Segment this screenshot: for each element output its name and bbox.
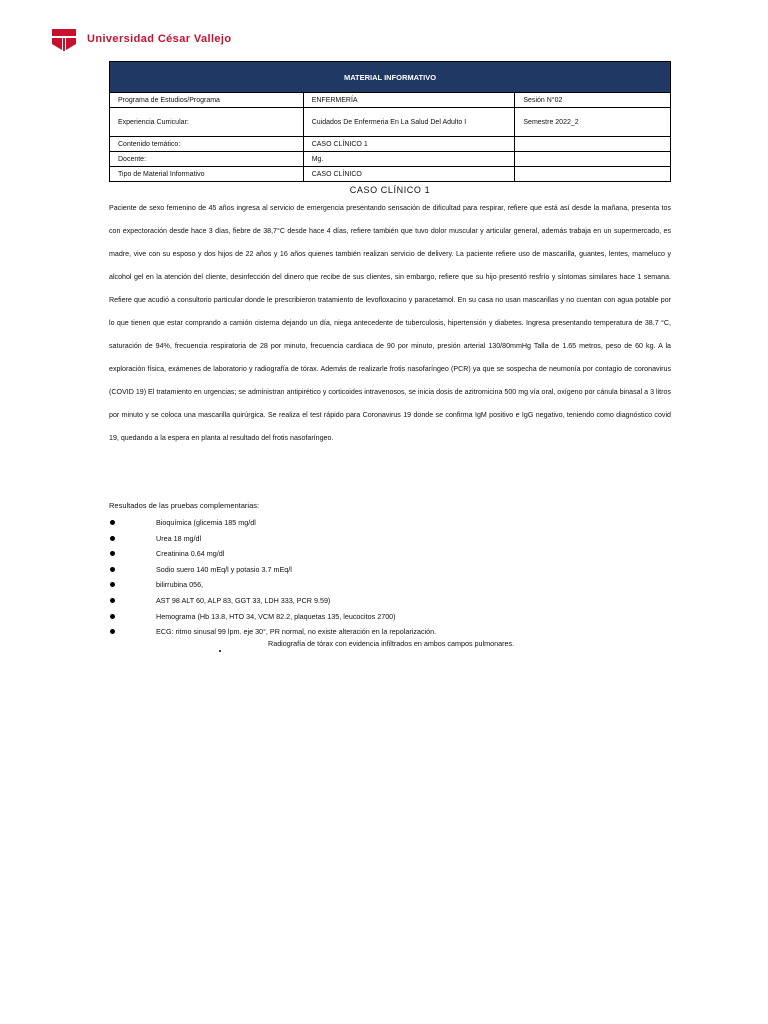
list-item-text: Bioquímica (glicemia 185 mg/dl (156, 518, 256, 527)
table-cell: ENFERMERÍA (303, 93, 515, 108)
info-table-title: MATERIAL INFORMATIVO (110, 62, 671, 93)
list-item (109, 577, 671, 593)
list-item (109, 546, 671, 562)
table-cell: CASO CLÍNICO (303, 167, 515, 182)
table-cell: Tipo de Material Informativo (110, 167, 304, 182)
list-item-text: ECG: ritmo sinusal 99 lpm. eje 30°, PR normal, no existe alteración en la repolarización. (156, 627, 437, 637)
table-cell: Sesión N°02 (515, 93, 671, 108)
list-item (109, 593, 671, 609)
table-row (110, 108, 671, 137)
bullet-icon (110, 598, 115, 603)
bullet-icon (110, 629, 115, 634)
table-row (110, 93, 671, 108)
results-list (109, 515, 671, 640)
list-item-text: Urea 18 mg/dl (156, 533, 202, 543)
info-table-title-row (110, 62, 671, 93)
table-row (110, 167, 671, 182)
bullet-icon (110, 567, 115, 572)
table-cell: Experiencia Curricular: (110, 108, 304, 137)
list-item-text: AST 98 ALT 60, ALP 83, GGT 33, LDH 333, PCR 9.59) (156, 595, 331, 605)
list-item-text: Hemograma (Hb 13.8, HTO 34, VCM 82.2, plaquetas 135, leucocitos 2700) (156, 611, 396, 621)
bullet-icon (110, 551, 115, 556)
small-bullet-icon (219, 650, 221, 652)
table-cell: CASO CLÍNICO 1 (303, 137, 515, 152)
list-item (109, 515, 671, 531)
table-cell: Semestre 2022_2 (515, 108, 671, 137)
list-item-text: Creatinina 0.64 mg/dl (156, 549, 225, 559)
university-name: Universidad César Vallejo (87, 33, 232, 45)
table-cell: Contenido temático: (110, 137, 304, 152)
radiography-result: Radiografía de tórax con evidencia infiltrados en ambos campos pulmonares. (268, 639, 515, 648)
university-logo (50, 26, 232, 52)
table-row (110, 137, 671, 152)
table-cell (515, 152, 671, 167)
list-item (109, 531, 671, 547)
table-cell (515, 167, 671, 182)
case-description: Paciente de sexo femenino de 45 años ingresa al servicio de emergencia presentando sensación de dificultad para respirar, refiere que está así desde la mañana, presenta tos con expectoración desde hace 3 días, fiebre de 38,7°C desde hace 4 días, refiere también que tuvo dolor muscular y articular general, además trabaja en un supermercado, es madre, vive con su esposo y dos hijos de 22 años y 16 años quienes también realizan servicio de delivery. La paciente refiere uso de mascarilla, guantes, lentes, mameluco y alcohol gel en la atención del cliente, desinfección del dinero que recibe de sus clientes, sin embargo, refiere que su hijo presentó resfrío y síntomas similares hace 1 semana. Refiere que acudió a consultorio particular donde le prescribieron tratamiento de levofloxacino y paracetamol. En su casa no usan mascarillas y no cuentan con agua potable por lo que tienen que estar comprando a camión cisterna dejando un día, niega antecedente de tuberculosis, hipertensión y diabetes. Ingresa presentando temperatura de 38.7 °C, saturación de 94%, frecuencia respiratoria de 28 por minuto, frecuencia cardiaca de 90 por minuto, presión arterial 130/80mmHg Talla de 1.65 metros, peso de 60 kg. A la exploración física, exámenes de laboratorio y radiografía de tórax. Además de realizarle frotis nasofaríngeo (PCR) ya que se sospecha de neumonía por contagio de coronavirus (COVID 19) El tratamiento en urgencias; se administran antipirético y corticoides intravenosos, se inicia dosis de azitromicina 500 mg vía oral, oxígeno por cánula binasal a 3 litros por minuto y se coloca una mascarilla quirúrgica. Se realiza el test rápido para Coronavirus 19 donde se confirma IgM positivo e IgG negativo, teniendo como diagnóstico covid 19, quedando a la espera en planta al resultado del frotis nasofaríngeo. (109, 204, 671, 442)
bullet-icon (110, 536, 115, 541)
list-item-text: bilirrubina 056, (156, 580, 204, 590)
results-heading: Resultados de las pruebas complementarias: (109, 501, 260, 510)
bullet-icon (110, 614, 115, 619)
bullet-icon (110, 520, 115, 525)
list-item-text: Sodio suero 140 mEq/l y potasio 3.7 mEq/l (156, 564, 292, 574)
case-title: CASO CLÍNICO 1 (349, 185, 431, 195)
list-item (109, 562, 671, 578)
table-cell: Docente: (110, 152, 304, 167)
table-cell: Cuidados De Enfermeria En La Salud Del Adulto I (303, 108, 515, 137)
university-shield-icon (50, 26, 78, 52)
list-item (109, 624, 671, 640)
table-cell (515, 137, 671, 152)
info-table (109, 61, 671, 182)
table-cell: Mg. (303, 152, 515, 167)
bullet-icon (110, 582, 115, 587)
table-row (110, 152, 671, 167)
table-cell: Programa de Estudios/Programa (110, 93, 304, 108)
list-item (109, 609, 671, 625)
